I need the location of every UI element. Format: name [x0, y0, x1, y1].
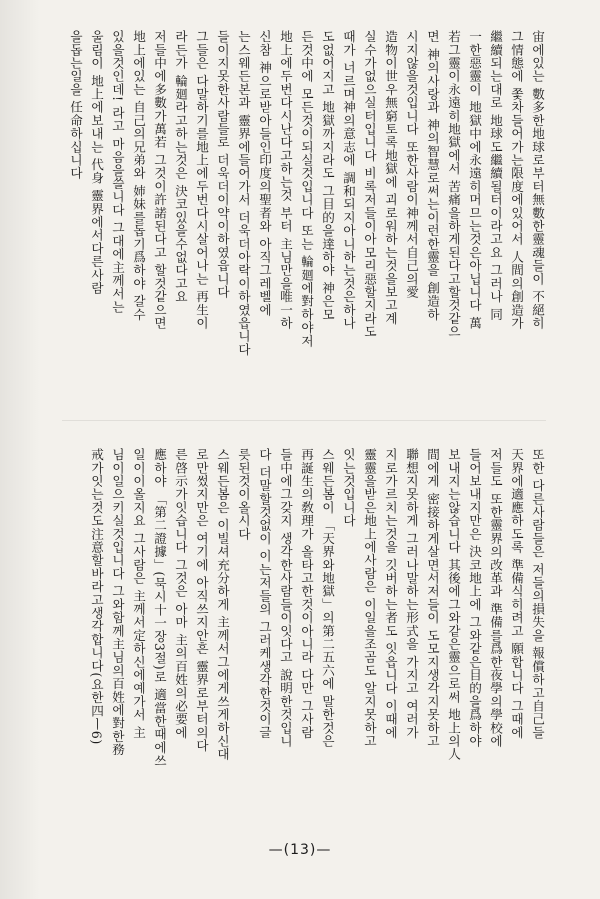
- text-column: 地上에있는 自己의兄弟와 姉妹를돕기爲하야 갈수: [131, 30, 146, 322]
- text-column: 른啓示가잇습니다 그것은 아마 主의百姓의必要에: [173, 448, 188, 740]
- text-column: 일이이올지요 그사람은 主께서定하신에예가서 主: [131, 448, 146, 740]
- text-column: 신참 神으로받아들인印度의聖者와 아직그레벨에: [257, 30, 272, 317]
- text-column: 間에게 密接하게살면서저들이 도모지생각지못하고: [425, 448, 440, 748]
- text-column: 戒가잇는것도注意할바라고생각합니다(요한四ㅣ6): [89, 448, 104, 745]
- text-column: 라든가 輪廻라고하는것은 決코있을수없다고요: [173, 30, 188, 304]
- text-column: 들어보내지만은 決코地上에 그와같은目的을爲하야: [467, 448, 482, 748]
- text-column: 도없어지고 地獄까지라도 그目的을達하야 神은모: [320, 30, 335, 322]
- text-column: 시지않을것입니다 또한사람이神께서自己의愛: [404, 30, 419, 299]
- text-column: 들이지못한사람들로 더욱더이약이하였읍니다: [215, 30, 230, 299]
- text-column: 지로가르치는것을 깃버하는者도 잇읍니다 이때에: [383, 448, 398, 740]
- text-column: 저들中에多數가萬若 그것이許諾된다고 할것같으면: [152, 30, 167, 330]
- text-column: 다 더말할것없이 이는저들의 그러케생각한것이글: [257, 448, 272, 740]
- text-column: 스웨든봄이 「天界와地獄」의第二五六에 말한것은: [320, 448, 335, 748]
- text-column: 로만썼지만은 여기에 아직쓰지안흔 靈界로부터의다: [194, 448, 209, 753]
- text-column: 릇된것이올시다: [236, 448, 251, 541]
- text-column: 님이일으키실것입니다 그와함께主님의百姓에對한務: [110, 448, 125, 757]
- text-column: 再誕生의敎理가 올타고한것이아니라 다만 그사람: [299, 448, 314, 740]
- text-column: 地上에두번다시난다고하는것 부터 主님만을唯一하: [278, 30, 293, 330]
- text-column: 그情態에 쫓차들어가는限度에있어서 人間의創造가: [509, 30, 524, 330]
- text-column: 宙에있는 數多한地球로부터無數한靈魂들이 不絕히: [530, 30, 545, 330]
- text-column: 잇는것입니다: [341, 448, 356, 528]
- text-column: 天界에適應하도록 準備식히려고 願합니다 그때에: [509, 448, 524, 740]
- text-column: 을돕는일을 任命하십니다: [68, 30, 83, 180]
- text-column: 聯想지못하게 그러나말하는形式을 가지고 여러가: [404, 448, 419, 740]
- text-column: 때가 너르며神의意志에 調和되지아니하는것은하나: [341, 30, 356, 330]
- text-column: 는스웨든본과 靈界에들어가서 더욱더아락이하였읍니다: [236, 30, 251, 357]
- text-column: 실수가없으실터입니다 비록저들이아모리惡할지라도: [362, 30, 377, 339]
- text-column: 應하야 「第二證據」(묵시十一장3절)로 適當한때에쓰: [152, 448, 167, 768]
- text-column: 면 神의사랑과 神의智慧로써는이런한靈을 創造하: [425, 30, 440, 322]
- page-number: —(13)—: [268, 842, 332, 858]
- page-fold-shadow: [0, 0, 40, 899]
- text-column: 繼續되는대로 地球도繼續될터이라고요 그러나 同: [488, 30, 503, 322]
- text-column: 스웨든봄은 이빌셔充分하게 主께서그에게쓰게하신대: [215, 448, 230, 761]
- lower-text-block: [78, 448, 548, 830]
- text-column: 들中에그갖지 생각한사람들이잇다고 說明한것입니: [278, 448, 293, 748]
- text-column: 보내지는않습니다 其後에그와같은靈으로써 地上의人: [446, 448, 461, 761]
- text-column: 또한 다른사람들은 저들의損失을 報償하고自己들: [530, 448, 545, 740]
- text-column: 靈靈을받은地上에사람은 이일을조곰도 알지못하고: [362, 448, 377, 748]
- text-column: 若그靈이永遠히地獄에서 苦痛을하게된다고할것같으: [446, 30, 461, 339]
- text-column: 있을것인데! 라고 마음을쓸니다 그대에主께서는: [110, 30, 125, 314]
- section-divider: [62, 420, 546, 421]
- text-column: 造物이世우無窮토록地獄에 괴로워하는것을보고계: [383, 30, 398, 326]
- upper-text-block: [68, 30, 548, 404]
- text-column: 저들도 또한靈界의改革과 準備를爲한夜學의學校에: [488, 448, 503, 748]
- text-column: 그들은 다말하기를地上에두번다시살어나는 再生이: [194, 30, 209, 330]
- text-column: 一한惡靈이 地獄中에永遠히머므는것은아닙니다 萬: [467, 30, 482, 330]
- text-column: 든것中에 모든것이되실것입니다 또는 輪廻에對하야저: [299, 30, 314, 348]
- text-column: 울림이 地上에보내는 代身 靈界에서다른사람: [89, 30, 104, 295]
